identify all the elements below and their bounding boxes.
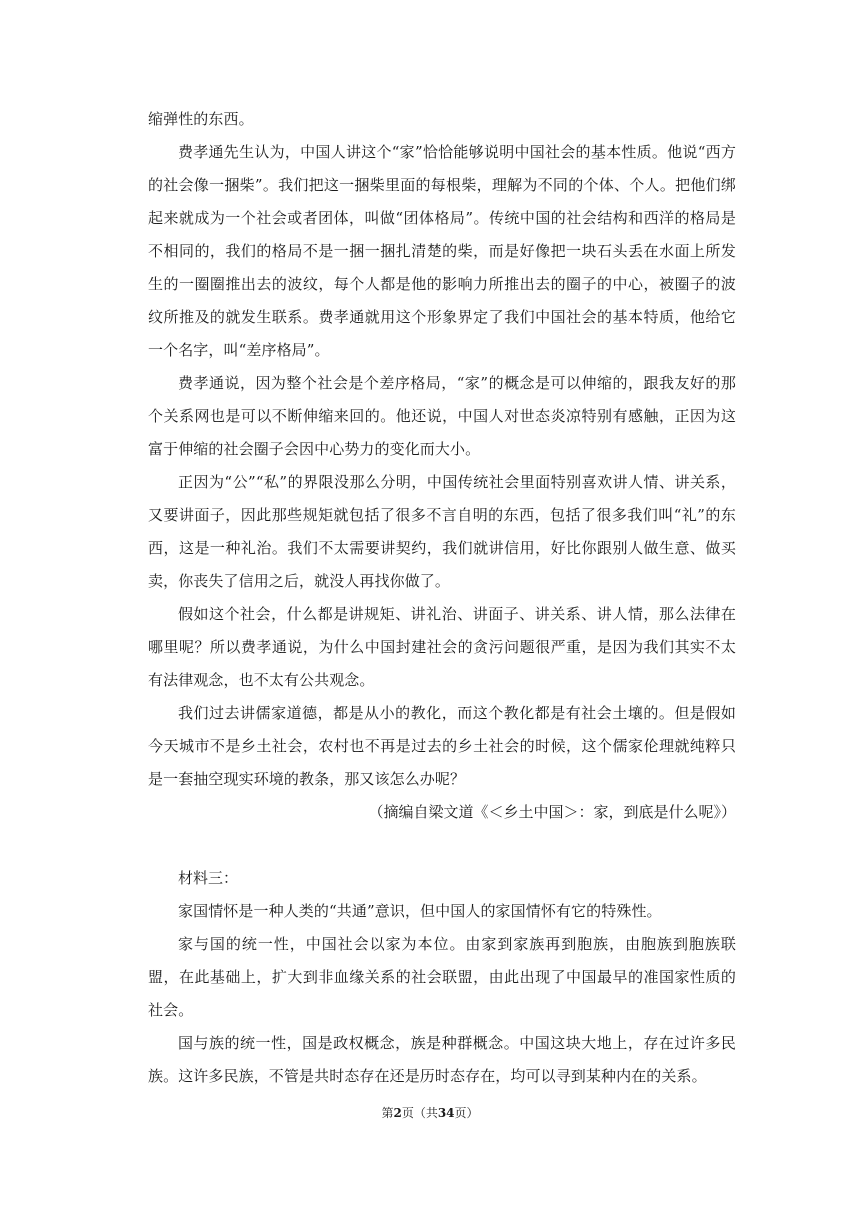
footer-suffix: 页） <box>454 1106 479 1120</box>
continuation-text: 缩弹性的东西。 <box>148 110 254 128</box>
paragraph-2: 费孝通说，因为整个社会是个差序格局，“家”的概念是可以伸缩的，跟我友好的那个关系网也是可以不断伸缩来回的。他还说，中国人对世态炎凉特别有感触，正因为这富于伸缩的社会圈子会因中心势力的变化而大小。 <box>148 374 736 458</box>
footer-prefix: 第 <box>381 1106 394 1120</box>
section-paragraph-3: 国与族的统一性，国是政权概念，族是种群概念。中国这块大地上，存在过许多民族。这许多民族，不管是共时态存在还是历时态存在，均可以寻到某种内在的关系。 <box>148 1034 736 1085</box>
footer-middle: 页（共 <box>401 1106 438 1120</box>
footer-total-pages: 34 <box>437 1106 455 1120</box>
paragraph-1: 费孝通先生认为，中国人讲这个“家”恰恰能够说明中国社会的基本性质。他说“西方的社会像一捆柴”。我们把这一捆柴里面的每根柴，理解为不同的个体、个人。把他们绑起来就成为一个社会或者团体，叫做“团体格局”。传统中国的社会结构和西洋的格局是不相同的，我们的格局不是一捆一捆扎清楚的柴，而是好像把一块石头丢在水面上所发生的一圈圈推出去的波纹，每个人都是他的影响力所推出去的圈子的中心，被圈子的波纹所推及的就发生联系。费孝通就用这个形象界定了我们中国社会的基本特质，他给它一个名字，叫“差序格局”。 <box>148 143 736 359</box>
paragraph-4: 假如这个社会，什么都是讲规矩、讲礼治、讲面子、讲关系、讲人情，那么法律在哪里呢？所以费孝通说，为什么中国封建社会的贪污问题很严重，是因为我们其实不太有法律观念，也不太有公共观念。 <box>148 605 736 689</box>
source-citation: （摘编自梁文道《＜乡土中国＞：家，到底是什么呢》） <box>368 803 736 821</box>
page-footer <box>0 1104 860 1122</box>
section-heading: 材料三： <box>178 869 239 887</box>
document-body <box>148 103 736 1093</box>
footer-page-number: 2 <box>393 1106 402 1120</box>
paragraph-5: 我们过去讲儒家道德，都是从小的教化，而这个教化都是有社会土壤的。但是假如今天城市不是乡土社会，农村也不再是过去的乡土社会的时候，这个儒家伦理就纯粹只是一套抽空现实环境的教条，那又该怎么办呢？ <box>148 704 736 788</box>
paragraph-3: 正因为“公”“私”的界限没那么分明，中国传统社会里面特别喜欢讲人情、讲关系，又要讲面子，因此那些规矩就包括了很多不言自明的东西，包括了很多我们叫“礼”的东西，这是一种礼治。我们不太需要讲契约，我们就讲信用，好比你跟别人做生意、做买卖，你丧失了信用之后，就没人再找你做了。 <box>148 473 736 590</box>
section-paragraph-2: 家与国的统一性，中国社会以家为本位。由家到家族再到胞族，由胞族到胞族联盟，在此基础上，扩大到非血缘关系的社会联盟，由此出现了中国最早的准国家性质的社会。 <box>148 935 736 1019</box>
section-paragraph-1: 家国情怀是一种人类的“共通”意识，但中国人的家国情怀有它的特殊性。 <box>178 902 662 920</box>
